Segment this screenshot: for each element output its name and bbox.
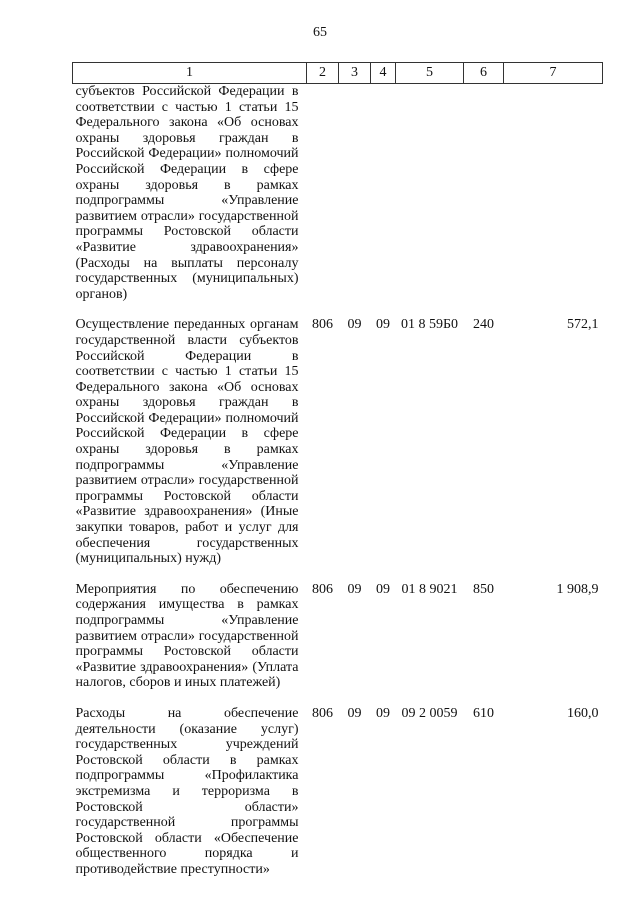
row-target-article: 09 2 0059 (401, 705, 458, 721)
header-col-3: 3 (339, 63, 371, 84)
header-row (73, 63, 603, 84)
table-row (73, 582, 603, 691)
row-amount: 160,0 (567, 705, 599, 721)
row-ministry-code: 806 (312, 581, 333, 597)
row-spacer (73, 691, 603, 706)
row-amount: 572,1 (567, 317, 599, 333)
row-section-code: 09 (347, 581, 362, 597)
table-body (73, 84, 603, 878)
table-row (73, 84, 603, 303)
row-expense-type: 610 (473, 705, 494, 721)
row-section-code: 09 (347, 317, 362, 333)
header-col-6: 6 (464, 63, 504, 84)
table-row (73, 317, 603, 567)
row-target-article (396, 84, 464, 303)
page-number: 65 (313, 25, 327, 40)
table-row (73, 706, 603, 878)
table-header (73, 63, 603, 84)
row-target-article: 01 8 59Б0 (400, 317, 459, 333)
row-target-article: 01 8 9021 (401, 581, 458, 597)
row-subsection-code: 09 (376, 581, 390, 597)
row-subsection-code: 09 (376, 317, 390, 333)
row-expense-type (464, 84, 504, 303)
row-spacer (73, 567, 603, 582)
row-subsection-code (371, 84, 396, 303)
row-ministry-code: 806 (312, 705, 333, 721)
row-section-code: 09 (347, 705, 362, 721)
row-section-code (339, 84, 371, 303)
header-col-5: 5 (396, 63, 464, 84)
row-description: Расходы на обеспечение деятельности (оказание услуг) государственных учреждений Ростовской области в рамках подпрограммы «Профилактика экстремизма и терроризма в Ростовской области» государственной программы Ростовской области «Обеспечение общественного порядка и противодействие преступности» (75, 705, 299, 877)
header-col-4: 4 (371, 63, 396, 84)
row-description: субъектов Российской Федерации в соответствии с частью 1 статьи 15 Федерального закона «Об основах охраны здоровья граждан в Российской Федерации» полномочий Российской Федерации в сфере охраны здоровья в рамках подпрограммы «Управление развитием отрасли» государственной программы Ростовской области «Развитие здравоохранения» (Расходы на выплаты персоналу государственных (муниципальных) органов) (75, 84, 299, 302)
row-subsection-code: 09 (376, 705, 390, 721)
row-description: Осуществление переданных органам государственной власти субъектов Российской Федерации в соответствии с частью 1 статьи 15 Федерального закона «Об основах охраны здоровья граждан в Российской Федерации» полномочий Российской Федерации в сфере охраны здоровья в рамках подпрограммы «Управление развитием отрасли» государственной программы Ростовской области «Развитие здравоохранения» (Иные закупки товаров, работ и услуг для обеспечения государственных (муниципальных) нужд) (75, 317, 299, 567)
row-amount (504, 84, 603, 303)
row-description: Мероприятия по обеспечению содержания имущества в рамках подпрограммы «Управление развитием отрасли» государственной программы Ростовской области «Развитие здравоохранения» (Уплата налогов, сборов и иных платежей) (75, 581, 299, 691)
row-spacer (73, 302, 603, 317)
header-col-1: 1 (73, 63, 307, 84)
row-ministry-code: 806 (312, 317, 333, 333)
row-amount: 1 908,9 (556, 581, 599, 597)
header-col-2: 2 (307, 63, 339, 84)
row-expense-type: 850 (473, 581, 494, 597)
row-ministry-code (307, 84, 339, 303)
header-col-7: 7 (504, 63, 603, 84)
budget-table (72, 62, 603, 878)
row-expense-type: 240 (473, 317, 494, 333)
